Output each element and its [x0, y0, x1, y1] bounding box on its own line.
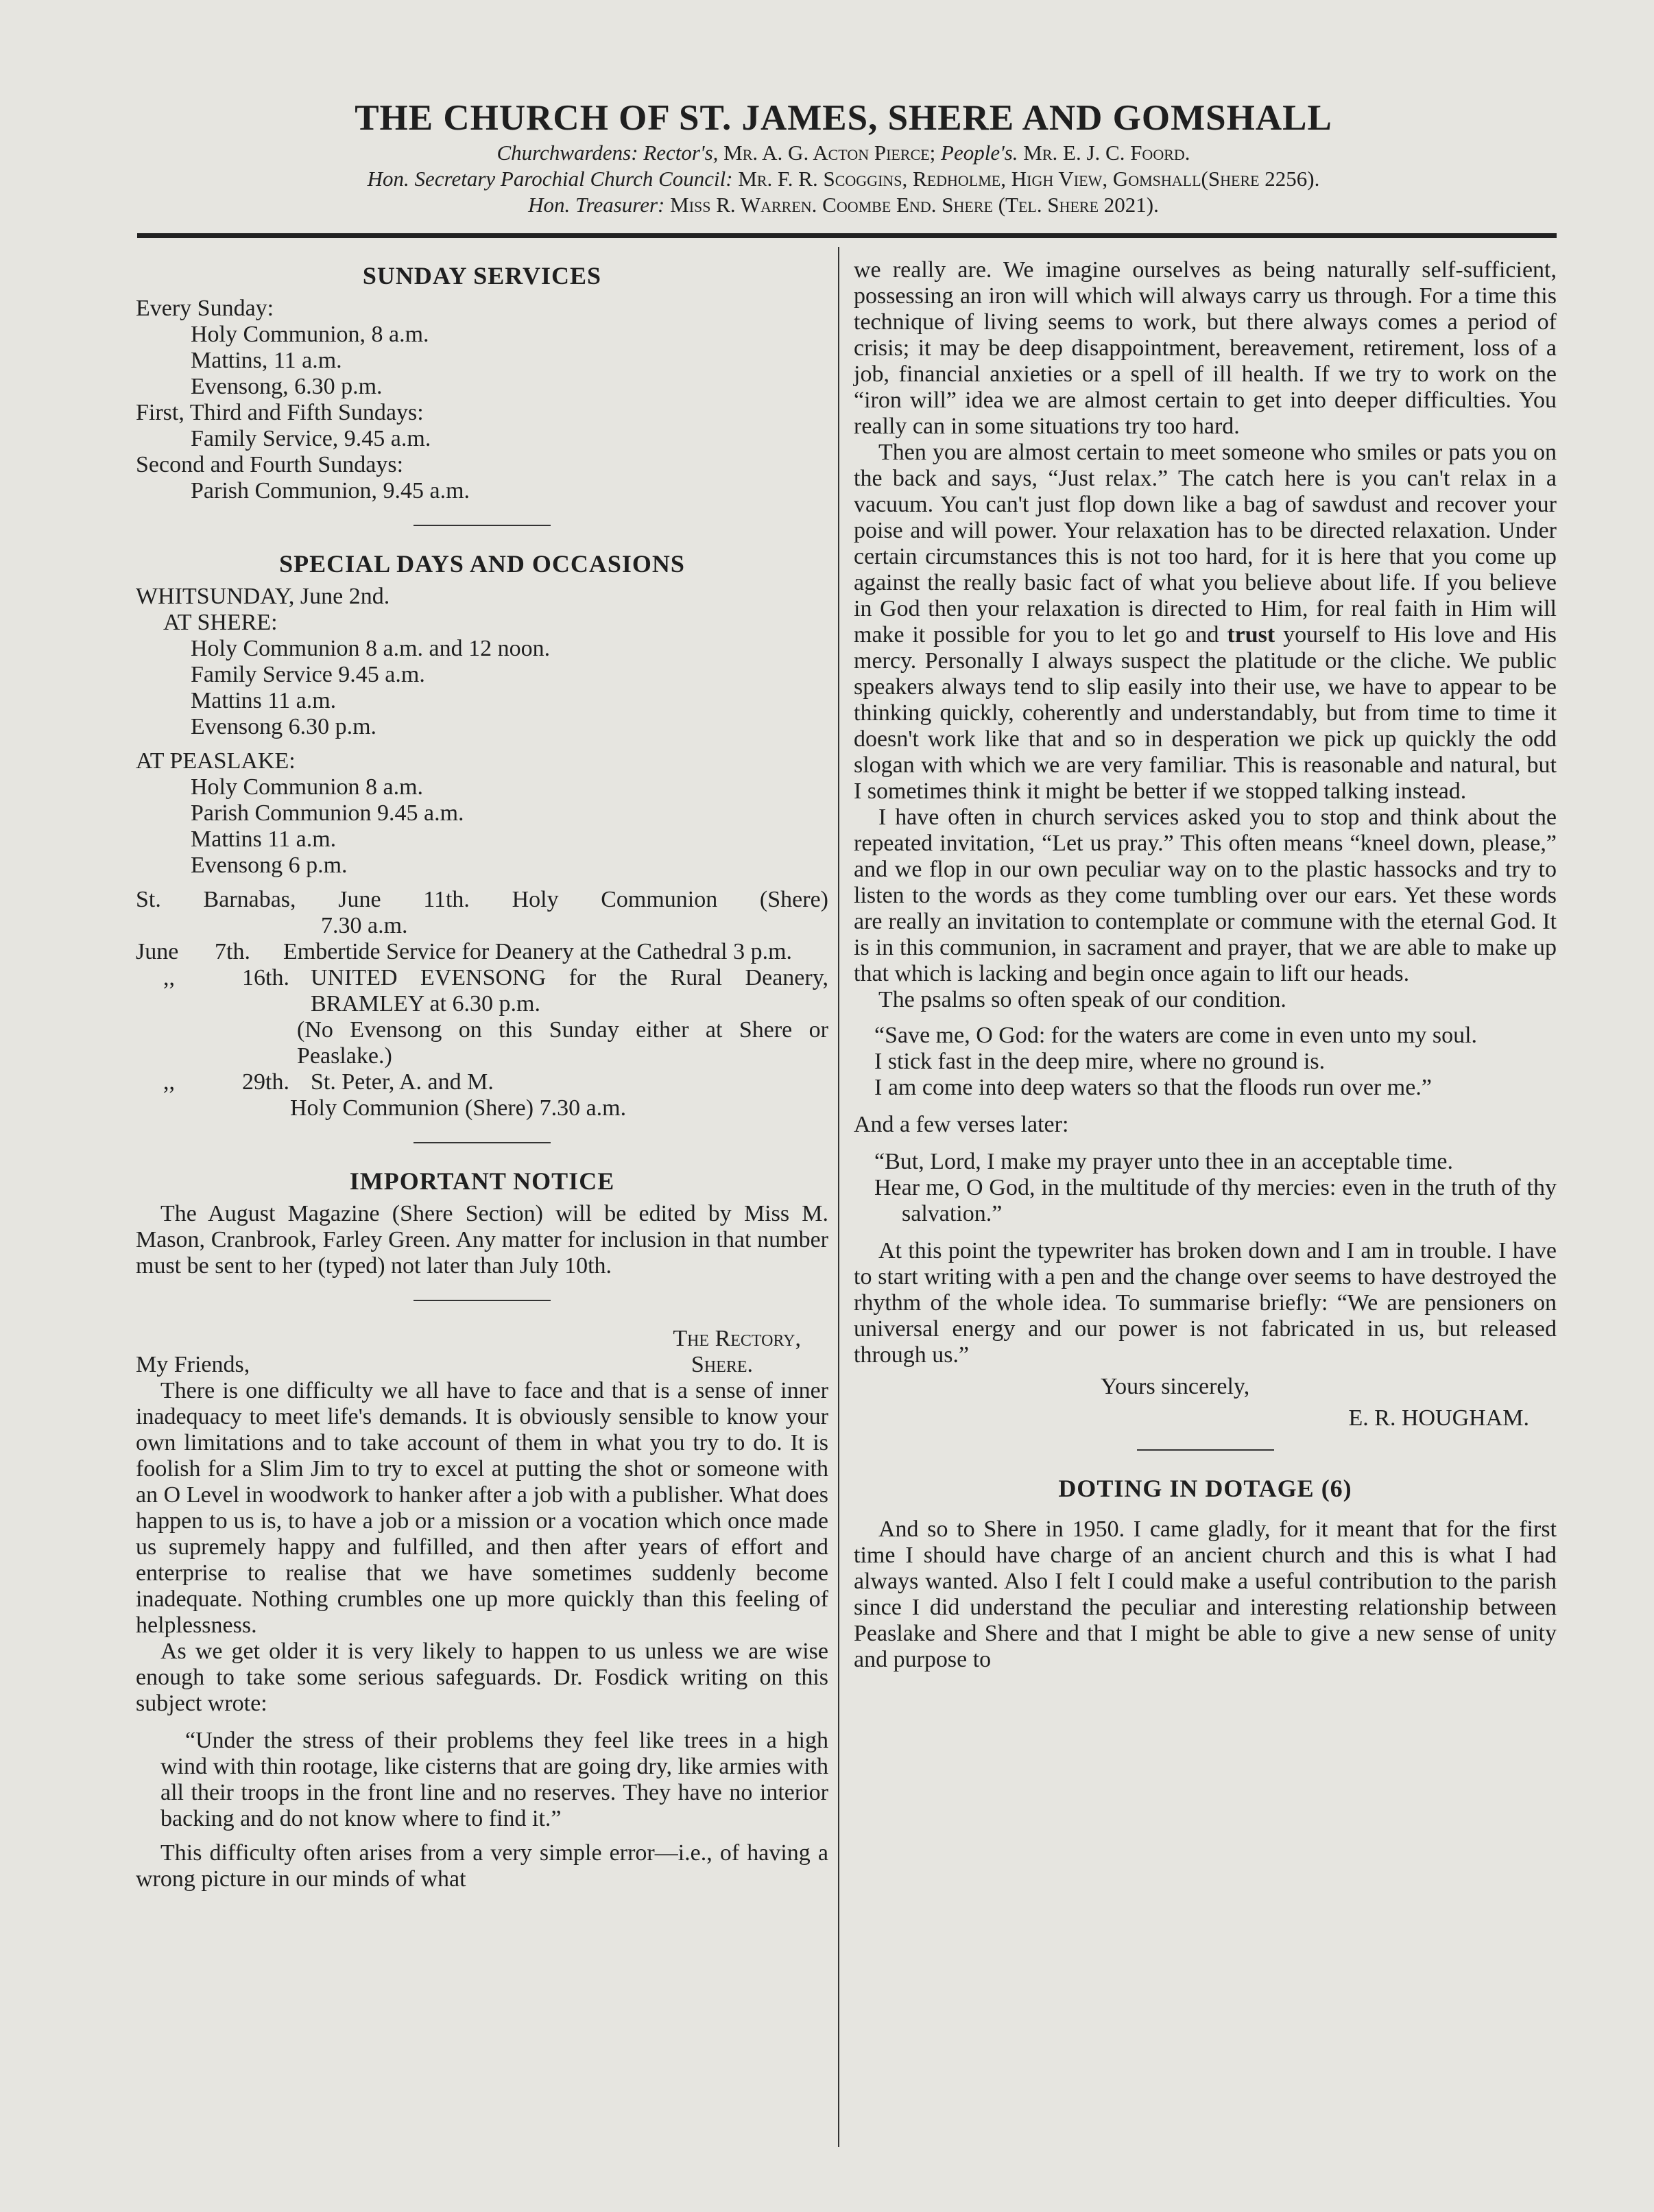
sunday-services-heading: SUNDAY SERVICES — [362, 262, 602, 289]
treasurer-name: Miss R. Warren. Coombe End. Shere (Tel. Shere 2021). — [670, 193, 1159, 217]
letter-paragraph: Then you are almost certain to meet someone who smiles or pats you on the back and says, “Just relax.” The catch here is you can't relax in a vacuum. You can't just flop down like a bag of sawdust and recover your poise and will power. Your relaxation has to be directed relaxation. Under certain circumstances this is not too hard, for it is here that you come up against the really basic fact of what you believe about life. If you believe in God then your relaxation is directed to Him, for real faith in Him will make it possible for you to let go and trust yourself to His love and His mercy. Personally I always suspect the platitude or the cliche. We public speakers always tend to slip easily into their use, we have to appear to be thinking quickly, coherently and understandably, but from time to time it doesn't work like that and so in desperation we pick up quickly the odd slogan with which we are very familiar. This is reasonable and natural, but I sometimes think it might be better if we stopped talking instead. — [854, 440, 1557, 804]
letter-paragraph: There is one difficulty we all have to face and that is a sense of inner inadequacy to meet life's demands. It is obviously sensible to know your own limitations and to take account of them in what you try to do. It is foolish for a Slim Jim to try to excel at putting the shot or someone with an O Level in woodwork to hanker after a job with a publisher. What does happen to us is, to have a job or a mission or a vocation which once made us supremely happy and fulfilled, and then after years of effort and enterprise to realise that we have sometimes suddenly become inadequate. Nothing crumbles one up more quickly than this feeling of helplessness. — [136, 1378, 828, 1638]
june-row: ,, 29th. St. Peter, A. and M. — [163, 1069, 494, 1095]
treasurer-label: Hon. Treasurer: — [528, 193, 665, 217]
service-item: Family Service 9.45 a.m. — [191, 662, 425, 687]
service-item: Mattins 11 a.m. — [191, 688, 337, 713]
psalm-verse: I stick fast in the deep mire, where no ground is. — [874, 1049, 1326, 1074]
shere-label: AT SHERE: — [163, 610, 278, 635]
header-rule — [137, 233, 1557, 238]
letter-closing: Yours sincerely, — [1101, 1374, 1250, 1399]
june-row: June 7th. Embertide Service for Deanery at the Cathedral 3 p.m. — [136, 939, 793, 964]
rector-warden: Mr. A. G. Acton Pierce; — [723, 141, 936, 165]
letter-paragraph: I have often in church services asked you to stop and think about the repeated invitation, “Let us pray.” This often means “kneel down, please,” and we flop in our own peculiar way on to the plastic hassocks and try to listen to the words as they come tumbling over our ears. Yet these words are really an invitation to contemplate or commune with the eternal God. It is in this communion, in sacrament and prayer, that we are able to make up that which is lacking and begin once again to lift our heads. — [854, 805, 1557, 986]
secretary-label: Hon. Secretary Parochial Church Council: — [367, 167, 733, 191]
section-divider — [414, 1300, 551, 1301]
service-item: Holy Communion 8 a.m. — [191, 774, 424, 800]
page-title: THE CHURCH OF ST. JAMES, SHERE AND GOMSHALL — [355, 98, 1332, 138]
june-row: Holy Communion (Shere) 7.30 a.m. — [290, 1095, 627, 1121]
psalm-verse: “But, Lord, I make my prayer unto thee in an acceptable time. — [874, 1149, 1454, 1174]
psalm-verse: “Save me, O God: for the waters are come in even unto my soul. — [874, 1023, 1478, 1048]
letter-paragraph: And a few verses later: — [854, 1112, 1069, 1137]
letter-paragraph: This difficulty often arises from a very simple error—i.e., of having a wrong picture in our minds of what — [136, 1840, 828, 1892]
letter-address: The Rectory, — [673, 1326, 801, 1351]
service-item: Parish Communion 9.45 a.m. — [191, 800, 464, 826]
salutation-row — [136, 1352, 828, 1378]
section-divider — [1137, 1449, 1274, 1451]
doting-text: And so to Shere in 1950. I came gladly, for it meant that for the first time I should have charge of an ancient church and this is what I had always wanted. Also I felt I could make a useful contribution to the parish since I did understand the peculiar and interesting relationship between Peaslake and Shere and that I might be able to give a new sense of unity and purpose to — [854, 1517, 1557, 1672]
letter-paragraph: As we get older it is very likely to happen to us unless we are wise enough to take some serious safeguards. Dr. Fosdick writing on this subject wrote: — [136, 1639, 828, 1716]
special-days-heading: SPECIAL DAYS AND OCCASIONS — [279, 550, 685, 578]
whitsunday-line: WHITSUNDAY, June 2nd. — [136, 584, 390, 609]
people-warden: Mr. E. J. C. Foord. — [1023, 141, 1190, 165]
masthead — [137, 96, 1550, 218]
service-item: Family Service, 9.45 a.m. — [191, 426, 431, 451]
psalm-verse: Hear me, O God, in the multitude of thy mercies: even in the truth of thy salvation.” — [874, 1175, 1557, 1226]
letter-address-town: Shere. — [691, 1352, 753, 1377]
second-sundays-label: Second and Fourth Sundays: — [136, 452, 404, 477]
fosdick-quote: “Under the stress of their problems they feel like trees in a high wind with thin rootage, like cisterns that are going dry, like armies with all their troops in the front line and no reserves. They have no interior backing and do not know where to find it.” — [160, 1728, 828, 1831]
service-item: Holy Communion 8 a.m. and 12 noon. — [191, 636, 551, 661]
june-row: ,, 16th. UNITED EVENSONG for the Rural Deanery, BRAMLEY at 6.30 p.m. — [163, 965, 828, 1016]
people-warden-label: People's. — [941, 141, 1018, 165]
section-divider — [414, 1142, 551, 1143]
letter-paragraph: The psalms so often speak of our condition. — [878, 987, 1286, 1012]
service-item: Mattins, 11 a.m. — [191, 348, 342, 373]
churchwardens-label: Churchwardens: Rector's, — [496, 141, 719, 165]
service-item: Evensong 6 p.m. — [191, 853, 348, 878]
service-item: Parish Communion, 9.45 a.m. — [191, 478, 470, 503]
peaslake-label: AT PEASLAKE: — [136, 748, 296, 774]
service-item: Evensong, 6.30 p.m. — [191, 374, 383, 399]
important-notice-heading: IMPORTANT NOTICE — [349, 1167, 615, 1195]
secretary-line — [137, 166, 1550, 192]
secretary-name: Mr. F. R. Scoggins, Redholme, High View, Gomshall(Shere 2256). — [738, 167, 1320, 191]
first-sundays-label: First, Third and Fifth Sundays: — [136, 400, 424, 425]
every-sunday-label: Every Sunday: — [136, 296, 274, 321]
service-item: Holy Communion, 8 a.m. — [191, 322, 429, 347]
letter-paragraph: At this point the typewriter has broken down and I am in trouble. I have to start writing with a pen and the change over seems to have destroyed the rhythm of the whole idea. To summarise briefly: “We are pensioners on universal energy and our power is not fabricated in us, but released through us.” — [854, 1238, 1557, 1368]
barnabas-time: 7.30 a.m. — [321, 913, 408, 938]
treasurer-line — [137, 192, 1550, 218]
notice-text: The August Magazine (Shere Section) will be edited by Miss M. Mason, Cranbrook, Farley Green. Any matter for inclusion in that number must be sent to her (typed) not later than July 10th. — [136, 1201, 828, 1279]
letter-signature: E. R. HOUGHAM. — [1348, 1405, 1529, 1431]
right-column — [854, 257, 1557, 1673]
column-divider — [838, 247, 839, 2147]
letter-paragraph: we really are. We imagine ourselves as being naturally self-sufficient, possessing an iron will which will always carry us through. For a time this technique of living seems to work, but there always comes a period of crisis; it may be deep disappointment, bereavement, retirement, loss of a job, financial anxieties or a spell of ill health. If we try to work on the “iron will” idea we are almost certain to get into deeper difficulties. You really can in some situations try too hard. — [854, 257, 1557, 439]
barnabas-line: St. Barnabas, June 11th. Holy Communion (Shere) — [136, 887, 828, 912]
service-item: Mattins 11 a.m. — [191, 826, 337, 852]
psalm-verse: I am come into deep waters so that the floods run over me.” — [874, 1075, 1432, 1100]
service-item: Evensong 6.30 p.m. — [191, 714, 377, 739]
left-column — [136, 257, 828, 1892]
june-row: (No Evensong on this Sunday either at Shere or Peaslake.) — [297, 1017, 828, 1069]
churchwardens-line — [137, 140, 1550, 166]
doting-heading: DOTING IN DOTAGE (6) — [1058, 1475, 1352, 1502]
salutation: My Friends, — [136, 1352, 250, 1377]
section-divider — [414, 525, 551, 526]
